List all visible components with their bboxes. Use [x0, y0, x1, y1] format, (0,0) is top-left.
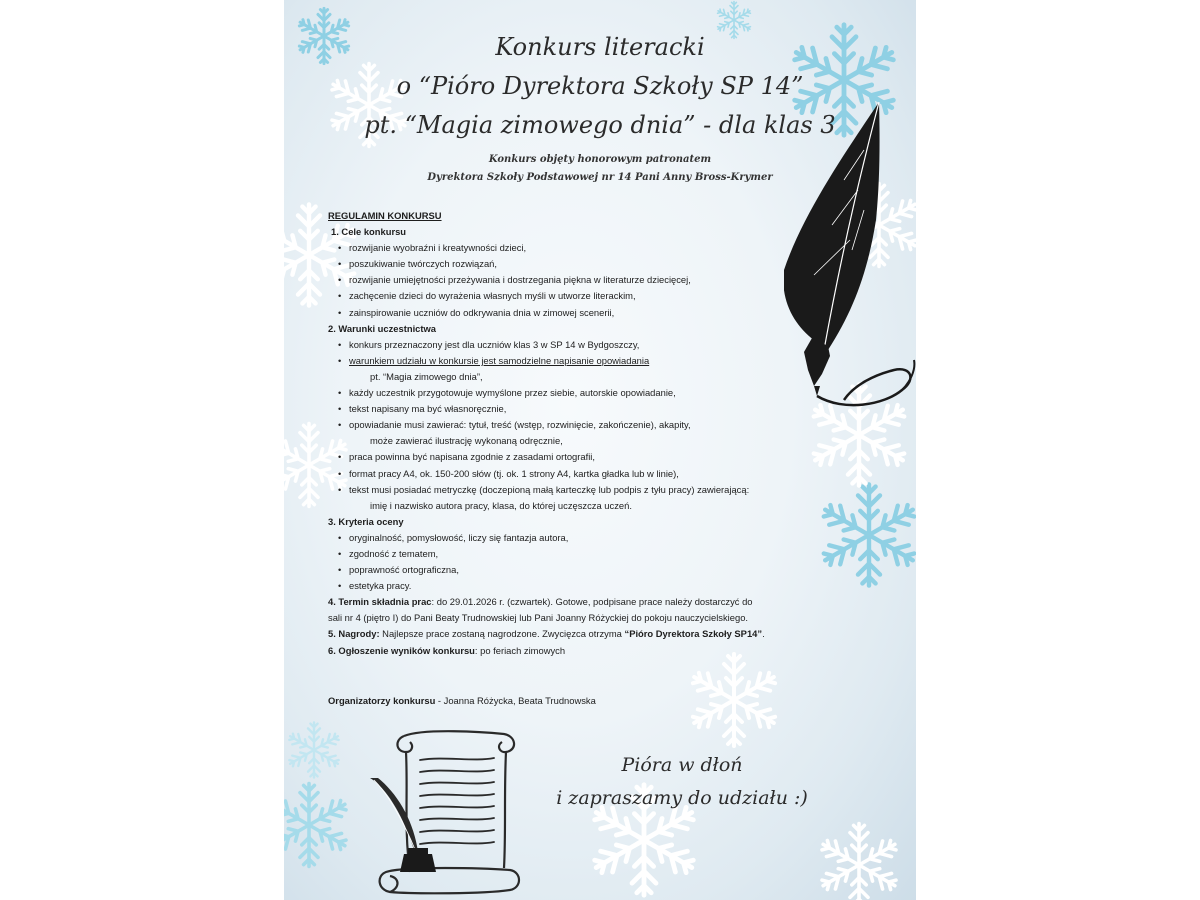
list-item: • zainspirowanie uczniów do odkrywania dnia w zimowej scenerii,	[349, 305, 828, 321]
section-2-title: 2. Warunki uczestnictwa	[328, 322, 437, 334]
list-item: • rozwijanie umiejętności przeżywania i dostrzegania piękna w literaturze dziecięcej,	[349, 272, 828, 288]
section-5-label: 5. Nagrody:	[328, 628, 380, 640]
closing-line-2: i zapraszamy do udziału :)	[556, 787, 808, 809]
list-item: • tekst napisany ma być własnoręcznie,	[349, 401, 828, 417]
section-4-text: : do 29.01.2026 r. (czwartek). Gotowe, podpisane prace należy dostarczyć do	[431, 596, 753, 608]
list-item: • konkurs przeznaczony jest dla uczniów klas 3 w SP 14 w Bydgoszczy,	[349, 337, 828, 353]
list-item: • praca powinna być napisana zgodnie z zasadami ortografii,	[349, 449, 828, 465]
list-item-text: pt. “Magia zimowego dnia”	[370, 370, 480, 382]
organizers-names: - Joanna Różycka, Beata Trudnowska	[435, 695, 596, 706]
poster-title-line-2: o “Pióro Dyrektora Szkoły SP 14”	[396, 72, 804, 100]
snowflake-icon	[684, 650, 784, 750]
list-item-text: warunkiem udziału w konkursie jest samodzielne napisanie opowiadania	[349, 354, 650, 366]
poster-title-line-3: pt. “Magia zimowego dnia” - dla klas 3	[364, 111, 836, 139]
organizers	[328, 694, 596, 708]
list-item-text: ,	[479, 370, 483, 382]
list-item: • oryginalność, pomysłowość, liczy się fantazja autora,	[349, 530, 828, 546]
list-item	[349, 353, 828, 369]
section-4	[328, 594, 828, 610]
list-item: • opowiadanie musi zawierać: tytuł, treść (wstęp, rozwinięcie, zakończenie), akapity,	[349, 417, 828, 433]
list-item: • tekst musi posiadać metryczkę (doczepioną małą karteczkę lub podpis z tyłu pracy) zawierającą:	[349, 482, 828, 498]
list-item-continuation: może zawierać ilustrację wykonaną odręcznie,	[370, 435, 563, 447]
list-item: • estetyka pracy.	[349, 578, 828, 594]
section-5-text: Najlepsze prace zostaną nagrodzone. Zwycięzca otrzyma	[379, 628, 625, 640]
snowflake-icon	[284, 780, 354, 870]
snowflake-icon	[814, 480, 916, 590]
organizers-label: Organizatorzy konkursu	[328, 695, 436, 706]
list-item-continuation	[349, 369, 828, 385]
section-1-list	[328, 240, 828, 320]
list-item: • każdy uczestnik przygotowuje wymyślone przez siebie, autorskie opowiadanie,	[349, 385, 828, 401]
section-3-list	[328, 530, 828, 594]
list-item: • poprawność ortograficzna,	[349, 562, 828, 578]
section-5-end: .	[762, 628, 765, 640]
section-6	[328, 643, 828, 659]
section-5	[328, 626, 828, 642]
snowflake-icon	[284, 720, 344, 780]
patronage-line-1: Konkurs objęty honorowym patronatem	[488, 154, 712, 165]
section-3-title: 3. Kryteria oceny	[328, 515, 404, 527]
list-item: • poszukiwanie twórczych rozwiązań,	[349, 256, 828, 272]
regulations	[328, 208, 828, 659]
poster-title-line-1: Konkurs literacki	[495, 33, 705, 61]
list-item-continuation: imię i nazwisko autora pracy, klasa, do której uczęszcza uczeń.	[370, 499, 632, 511]
section-2-list	[328, 337, 828, 514]
list-item: • zgodność z tematem,	[349, 546, 828, 562]
section-6-text: : po feriach zimowych	[474, 644, 566, 656]
regulations-heading: REGULAMIN KONKURSU	[328, 210, 442, 221]
list-item: • format pracy A4, ok. 150-200 słów (tj. ok. 1 strony A4, kartka gładka lub w linie),	[349, 466, 828, 482]
section-4-label: 4. Termin składnia prac	[328, 596, 432, 608]
list-item: • zachęcenie dzieci do wyrażenia własnych myśli w utworze literackim,	[349, 288, 828, 304]
section-4-continuation: sali nr 4 (piętro I) do Pani Beaty Trudnowskiej lub Pani Joanny Różyckiej do pokoju nauczycielskiego.	[328, 612, 749, 624]
snowflake-icon	[814, 820, 904, 900]
section-5-prize: “Pióro Dyrektora Szkoły SP14”	[624, 628, 763, 640]
section-1-title: 1. Cele konkursu	[331, 226, 407, 238]
scroll-icon	[364, 722, 524, 900]
list-item: • rozwijanie wyobraźni i kreatywności dzieci,	[349, 240, 828, 256]
closing-line-1: Pióra w dłoń	[621, 754, 743, 776]
patronage-line-2: Dyrektora Szkoły Podstawowej nr 14 Pani Anny Bross-Krymer	[427, 172, 773, 183]
section-6-label: 6. Ogłoszenie wyników konkursu	[328, 644, 475, 656]
poster-page	[284, 0, 916, 900]
